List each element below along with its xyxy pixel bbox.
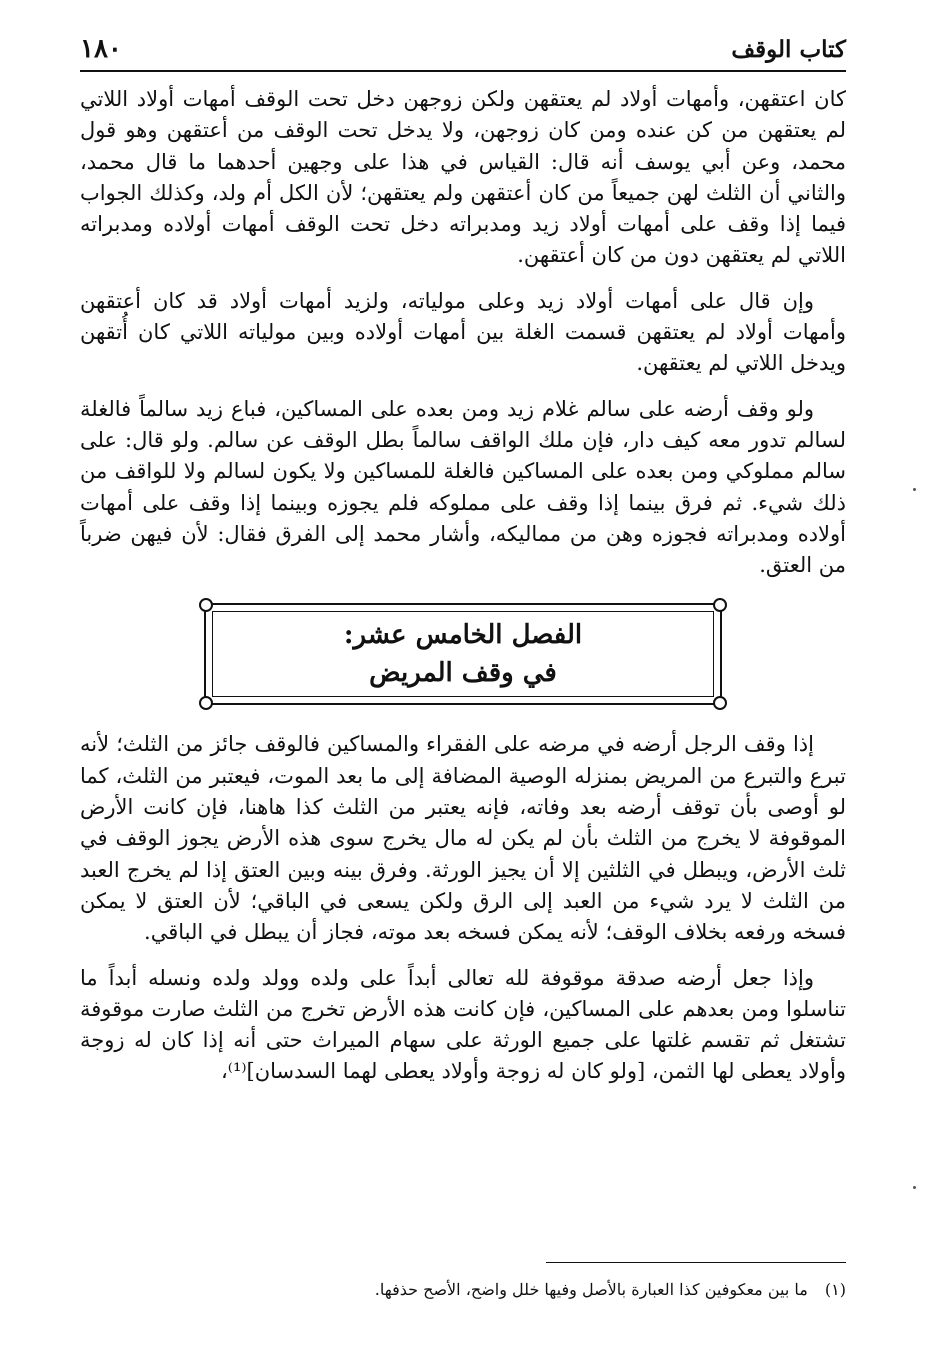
chapter-subtitle: في وقف المريض bbox=[369, 658, 557, 689]
frame-corner-ornament bbox=[199, 696, 213, 710]
scan-speck bbox=[913, 1186, 916, 1189]
paragraph-3: ولو وقف أرضه على سالم غلام زيد ومن بعده على المساكين، فباع زيد سالماً فالغلة لسالم تدور معه كيف دار، فإن ملك الواقف سالماً بطل الوقف عن سالم. ولو قال: على سالم مملوكي ومن بعده على المساكين فالغلة للمساكين ولا يكون لسالم ولا للواقف من ذلك شيء. ثم فرق بينما إذا وقف على مملوكه فلم يجوزه وبينما إذا وقف على أمهات أولاده ومدبراته فجوزه وهن من مماليكه، وأشار محمد إلى الفرق فقال: لأن فيهن ضرباً من العتق. bbox=[80, 396, 846, 578]
chapter-heading-inner-frame bbox=[212, 611, 714, 697]
book-title: كتاب الوقف bbox=[731, 35, 846, 63]
page-body bbox=[80, 84, 846, 1102]
scan-speck bbox=[913, 488, 916, 491]
frame-corner-ornament bbox=[199, 598, 213, 612]
frame-corner-ornament bbox=[713, 598, 727, 612]
footnote-divider bbox=[546, 1262, 846, 1263]
paragraph-5: وإذا جعل أرضه صدقة موقوفة لله تعالى أبداً على ولده وولد ولده ونسله أبداً ما تناسلوا ومن بعدهم على المساكين، فإن كانت هذه الأرض تخرج من الثلث صارت موقوفة تشتغل ثم تقسم غلتها على جميع الورثة على سهام الميراث حتى أنه إذا كان له زوجة وأولاد يعطى لها الثمن، [ولو كان له زوجة وأولاد يعطى لهما السدسان]⁽¹⁾، bbox=[80, 965, 846, 1084]
page-number: ١٨٠ bbox=[80, 34, 122, 64]
chapter-heading-box bbox=[204, 603, 722, 705]
footnote-number: (١) bbox=[824, 1280, 846, 1299]
footnote-text: ما بين معكوفين كذا العبارة بالأصل وفيها خلل واضح، الأصح حذفها. bbox=[374, 1280, 808, 1299]
chapter-title: الفصل الخامس عشر: bbox=[343, 620, 583, 651]
paragraph-1: كان اعتقهن، وأمهات أولاد لم يعتقهن ولكن زوجهن دخل تحت الوقف أمهات أولاد اللاتي لم يعتقهن من كن عنده ومن كان زوجهن، ولا يدخل تحت الوقف من أعتقهن وهو قول محمد، وعن أبي يوسف أنه قال: القياس في هذا على وجهين أحدهما ما قال محمد، والثاني أن الثلث لهن جميعاً من كان أعتقهن ولم يعتقهن؛ لأن الكل أم ولد، وكذلك الجواب فيما إذا وقف على أمهات أولاد زيد ومدبراته دخل تحت الوقف أمهات أولاده ومدبراته اللاتي لم يعتقهن دون من كان أعتقهن. bbox=[80, 87, 847, 268]
footnote bbox=[80, 1276, 846, 1304]
page-header bbox=[80, 28, 846, 72]
paragraph-2: وإن قال على أمهات أولاد زيد وعلى مولياته، ولزيد أمهات أولاد قد كان أعتقهن وأمهات أولاد لم يعتقهن قسمت الغلة بين أمهات أولاده وبين مولياته اللاتي كان أُتقهن ويدخل اللاتي لم يعتقهن. bbox=[80, 288, 846, 376]
frame-corner-ornament bbox=[713, 696, 727, 710]
paragraph-4: إذا وقف الرجل أرضه في مرضه على الفقراء والمساكين فالوقف جائز من الثلث؛ لأنه تبرع والتبرع من المريض بمنزله الوصية المضافة إلى ما بعد الموت، فيعتبر من الثلث، كما لو أوصى بأن توقف أرضه بعد وفاته، فإنه يعتبر من الثلث كذا هاهنا، فإن كانت الأرض الموقوفة لا يخرج من الثلث بأن لم يكن له مال يخرج سوى هذه الأرض يجوز الوقف في ثلث الأرض، ويبطل في الثلثين إلا أن يجيز الورثة. وفرق بينه وبين العتق إذا لم يخرج العبد من الثلث لا يرد شيء من العبد إلى الرق ولكن يسعى في الباقي؛ لأن العتق لا يمكن فسخه ورفعه بخلاف الوقف؛ لأنه يمكن فسخه بعد موته، فجاز أن يبطل في الباقي. bbox=[80, 732, 846, 945]
